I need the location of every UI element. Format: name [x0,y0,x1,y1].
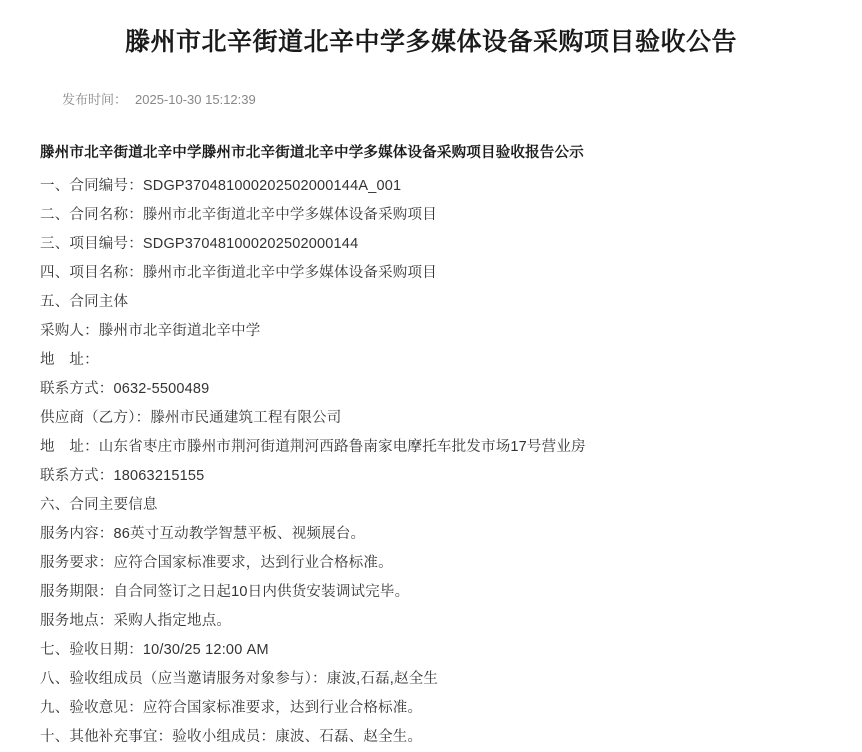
page-title: 滕州市北辛街道北辛中学多媒体设备采购项目验收公告 [124,28,737,56]
document-line: 供应商（乙方）：滕州市民通建筑工程有限公司 [40,410,342,426]
document-line: 十、其他补充事宜：验收小组成员：康波、石磊、赵全生。 [40,729,423,745]
document-line: 服务内容：86英寸互动教学智慧平板、视频展台。 [40,526,366,542]
publish-meta [0,90,862,110]
document-line: 一、合同编号：SDGP370481000202502000144A_001 [40,178,402,194]
document-line: 九、验收意见：应符合国家标准要求，达到行业合格标准。 [40,700,423,716]
document-line: 服务地点：采购人指定地点。 [40,613,232,629]
document-line: 四、项目名称：滕州市北辛街道北辛中学多媒体设备采购项目 [40,265,437,281]
document-line: 二、合同名称：滕州市北辛街道北辛中学多媒体设备采购项目 [40,207,437,223]
document-line: 采购人：滕州市北辛街道北辛中学 [40,323,261,339]
document-line: 六、合同主要信息 [40,497,158,513]
document-line: 七、验收日期：10/30/25 12:00 AM [40,642,269,658]
document-line: 八、验收组成员（应当邀请服务对象参与）：康波,石磊,赵全生 [40,671,439,687]
publish-time-value: 2025-10-30 15:12:39 [135,92,256,107]
document-heading: 滕州市北辛街道北辛中学滕州市北辛街道北辛中学多媒体设备采购项目验收报告公示 [40,145,584,161]
document-body [0,140,862,752]
document-line: 服务要求：应符合国家标准要求，达到行业合格标准。 [40,555,393,571]
document-line: 地 址： [40,352,99,368]
document-line: 服务期限：自合同签订之日起10日内供货安装调试完毕。 [40,584,410,600]
document-line: 五、合同主体 [40,294,129,310]
document-line: 三、项目编号：SDGP370481000202502000144 [40,236,359,252]
document-line: 联系方式：0632-5500489 [40,381,210,397]
publish-time-label: 发布时间： [62,92,128,107]
document-line: 联系方式：18063215155 [40,468,205,484]
document-line: 地 址：山东省枣庄市滕州市荆河街道荆河西路鲁南家电摩托车批发市场17号营业房 [40,439,586,455]
